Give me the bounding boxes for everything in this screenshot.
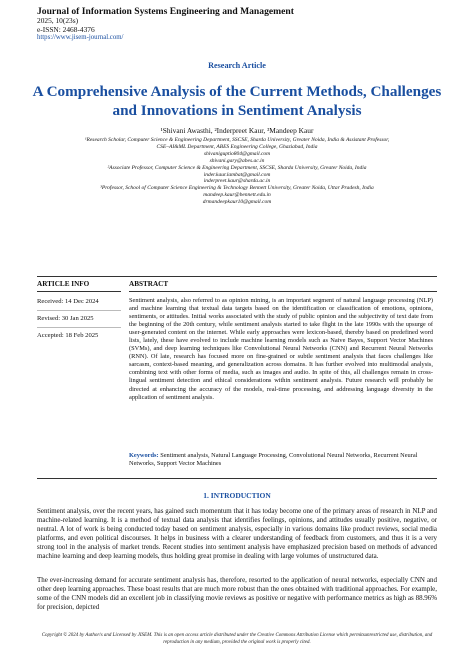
author-email[interactable]: mandeep.kaur@bennett.edu.in [203, 192, 271, 199]
affiliations [24, 137, 450, 206]
copyright-footer: Copyright © 2024 by Author/s and Licensed by JISEM. This is an open access article distributed under the Creative Commons Attribution License which permitsunrestricted use, distribution, and reproduction in any medium, provided the original work is properly cited. [41, 633, 433, 645]
revised-date: Revised: 30 Jan 2025 [37, 315, 94, 322]
journal-url-link[interactable]: https://www.jisem-journal.com/ [37, 34, 124, 42]
journal-name: Journal of Information Systems Engineering and Management [37, 6, 294, 17]
accepted-date: Accepted: 18 Feb 2025 [37, 332, 99, 339]
author-email[interactable]: drmandeepkaur10@gmail.com [202, 199, 272, 206]
affiliation-line: CSE–AI&ML Department, ABES Engineering College, Ghaziabad, India [156, 143, 318, 150]
article-info-rule [37, 291, 121, 292]
abstract-text: Sentiment analysis, also referred to as opinion mining, is an important segment of natural language processing (NLP) and machine learning that textual data targets based on the identification or classification of emotions, opinions, sentiments, or attitudes. Initial works associated with the study of public opinion and the subjectivity of text date from the beginning of the 20th century, while sentiment analysis started to take flight in the late 1990s with the upsurge of user-generated content on the internet. While early approaches were lexicon-based, thereby based on predefined word lists, lately, these have evolved to include machine learning models such as Naive Bayes, Support Vector Machines (SVMs), and deep learning techniques like Convolutional Neural Networks (CNN) and Recurrent Neural Networks (RNN). Of late, research has focused more on fine-grained or subtle sentiment analysis that faces challenges like sarcasm, context-based meaning, and generalization across domains. It has further evolved into multimodal analysis, combining text with other forms of media, such as images and audio. In spite of this, all challenges remain in cross-lingual sentiment detection and ethical considerations within sentiment analysis. Future research will probably be directed at enhancing the accuracy of the models, real-time processing, and addressing language diversity in the application of sentiment analysis. [129, 297, 433, 401]
info-divider [37, 327, 121, 328]
author-email[interactable]: shivaniguptio804@gmail.com [203, 150, 271, 157]
keywords [129, 452, 433, 468]
journal-issn: e-ISSN: 2468-4376 [37, 24, 95, 34]
author-email[interactable]: inder.kaur.lambat@gmail.com [203, 171, 271, 178]
introduction-paragraph-1: Sentiment analysis, over the recent years, has gained such momentum that it has today become one of the primary areas of research in NLP and machine-related learning. It is a method of textual data analysis that identifies feelings, opinions, and attitudes usually positive, negative, or neutral. A lot of work is being conducted today based on sentiment analysis, especially in various domains like product reviews, social media platforms, and even political discourses. It helps in business with a clearer understanding of feedback from customers, and thus it is a very strong tool in the analysis of market trends. Recent studies into sentiment analysis have emphasized precision based on methods of advanced machine learning and deep learning models, thus holding great promise in dealing with large volumes of unstructured data. [37, 507, 437, 560]
affiliation-line: ²Associate Professor, Computer Science & Engineering Department, SSCSE, Sharda University, Greater Noida, India [107, 164, 367, 171]
journal-volume: 2025, 10(23s) [37, 16, 79, 25]
journal-header [37, 6, 447, 42]
keywords-list: Sentiment analysis, Natural Language Processing, Convolutional Neural Networks, Recurrent Neural Networks, Support Vector Machines [129, 452, 418, 468]
keywords-label: Keywords: [129, 452, 159, 459]
author-list: ¹Shivani Awasthi, ²Inderpreet Kaur, ³Mandeep Kaur [160, 126, 314, 135]
received-date: Received: 14 Dec 2024 [37, 298, 99, 305]
info-divider [37, 310, 121, 311]
abstract-heading: ABSTRACT [129, 280, 169, 288]
section-top-rule [37, 276, 437, 277]
affiliation-line: ³Professor, School of Computer Science Engineering & Technology Bennett University, Greater Noida, Uttar Pradesh, India [100, 185, 374, 192]
section-bottom-rule [37, 478, 437, 479]
article-type: Research Article [208, 61, 266, 70]
introduction-paragraph-2: The ever-increasing demand for accurate sentiment analysis has, therefore, resorted to the application of neural networks, especially CNN and other deep learning approaches. These boast results that are much more robust than the ones obtained with traditional approaches. For example, some of the CNN models did an excellent job in classifying movie reviews as positive or negative with performance metrics as high as 88.96% for precision, depicted [37, 576, 437, 611]
affiliation-line: ¹Research Scholar, Computer Science & Engineering Department, SSCSE, Sharda University, Greater Noida, India & Assistant Professor, [84, 137, 390, 143]
paper-title: A Comprehensive Analysis of the Current Methods, Challenges and Innovations in Sentiment Analysis [32, 83, 442, 119]
author-email[interactable]: shivani.gary@abes.ac.in [209, 157, 265, 164]
author-email[interactable]: inderpreet.kaur@sharda.ac.in [203, 178, 271, 185]
article-info-heading: ARTICLE INFO [37, 280, 90, 288]
abstract-rule [129, 291, 437, 292]
introduction-heading: 1. INTRODUCTION [203, 491, 271, 500]
